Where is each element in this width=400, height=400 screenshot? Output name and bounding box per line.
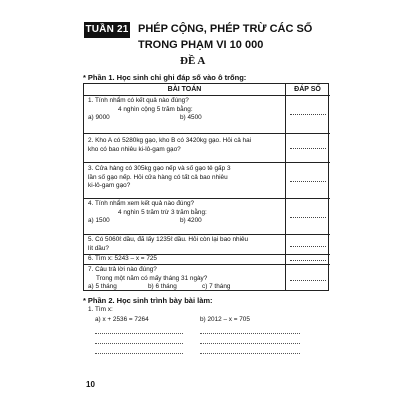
option-c: c) 7 tháng (202, 283, 231, 291)
row-divider (84, 264, 330, 265)
row-divider (84, 133, 330, 134)
answer-table (83, 83, 329, 291)
star-icon: * (83, 296, 86, 305)
option-a: a) 5 tháng (88, 283, 117, 291)
answer-options (88, 114, 284, 123)
row-divider (84, 162, 330, 163)
column-divider (285, 84, 286, 290)
table-row-7 (88, 266, 284, 292)
answer-blank[interactable] (290, 114, 326, 115)
answer-blank[interactable] (290, 246, 326, 247)
question-text: kho có bao nhiêu ki-lô-gam gạo? (88, 145, 181, 153)
work-line[interactable] (95, 353, 183, 354)
answer-blank[interactable] (290, 260, 326, 261)
option-a: a) 1500 (88, 217, 110, 225)
question-subline: 4 nghìn 5 trăm trừ 3 trăm bằng: (118, 208, 207, 216)
work-line[interactable] (95, 333, 183, 334)
question-subline: Trong một năm có mấy tháng 31 ngày? (96, 274, 208, 282)
column-header-problem: BÀI TOÁN (167, 86, 202, 93)
work-line[interactable] (200, 333, 300, 334)
row-divider (84, 95, 330, 96)
question-text: 5. Có 5060ℓ dầu, đã lấy 1235ℓ dầu. Hỏi còn lại bao nhiêu (88, 236, 249, 243)
option-b: b) 4200 (180, 217, 202, 225)
page-number: 10 (86, 380, 95, 389)
part2-subquestion-b: b) 2012 – x = 705 (200, 316, 250, 323)
answer-blank[interactable] (290, 280, 326, 281)
question-text: 2. Kho A có 5280kg gạo, kho B có 3420kg gạo. Hỏi cả hai (88, 137, 252, 144)
star-icon: * (83, 73, 86, 82)
option-a: a) 9000 (88, 114, 110, 122)
work-line[interactable] (200, 343, 300, 344)
part2-question: 1. Tìm x: (88, 306, 113, 313)
question-text: lít dầu? (88, 244, 109, 252)
question-text: ki-lô-gam gạo? (88, 182, 131, 190)
part1-heading (83, 73, 246, 82)
row-divider (84, 234, 330, 235)
table-row-2 (88, 137, 284, 154)
table-row-3 (88, 165, 284, 191)
exam-title: ĐỀ A (180, 55, 206, 67)
part2-heading-text: Phần 2. Học sinh trình bày bài làm: (87, 296, 213, 305)
answer-blank[interactable] (290, 181, 326, 182)
answer-blank[interactable] (290, 148, 326, 149)
table-row-6 (88, 255, 284, 264)
part2-subquestion-a: a) x + 2536 = 7264 (95, 316, 149, 323)
question-text: 7. Câu trả lời nào đúng? (88, 266, 157, 273)
question-text: 4. Tính nhẩm xem kết quả nào đúng? (88, 200, 195, 207)
question-text: 1. Tính nhẩm có kết quả nào đúng? (88, 97, 189, 104)
question-text: 6. Tìm x: 5243 – x = 725 (88, 255, 157, 262)
option-b: b) 6 tháng (148, 283, 177, 291)
column-header-answer: ĐÁP SỐ (294, 86, 321, 93)
part1-heading-text: Phần 1. Học sinh chỉ ghi đáp số vào ô trống: (87, 73, 247, 82)
table-row-5 (88, 236, 284, 253)
chapter-title-line2: TRONG PHẠM VI 10 000 (138, 39, 264, 51)
week-badge: TUẦN 21 (84, 22, 130, 38)
work-line[interactable] (95, 343, 183, 344)
part2-heading (83, 296, 213, 305)
table-row-4 (88, 200, 284, 226)
work-line[interactable] (200, 353, 300, 354)
chapter-title-line1: PHÉP CỘNG, PHÉP TRỪ CÁC SỐ (138, 23, 313, 35)
question-subline: 4 nghìn cộng 5 trăm bằng: (118, 105, 193, 113)
option-b: b) 4500 (180, 114, 202, 122)
question-text: 3. Cửa hàng có 305kg gạo nếp và số gạo tẻ gấp 3 (88, 165, 231, 172)
answer-blank[interactable] (290, 217, 326, 218)
row-divider (84, 198, 330, 199)
table-row-1 (88, 97, 284, 123)
question-text: lần số gạo nếp. Hỏi cửa hàng có tất cả bao nhiêu (88, 173, 228, 181)
answer-options (88, 217, 284, 226)
answer-options (88, 283, 284, 292)
